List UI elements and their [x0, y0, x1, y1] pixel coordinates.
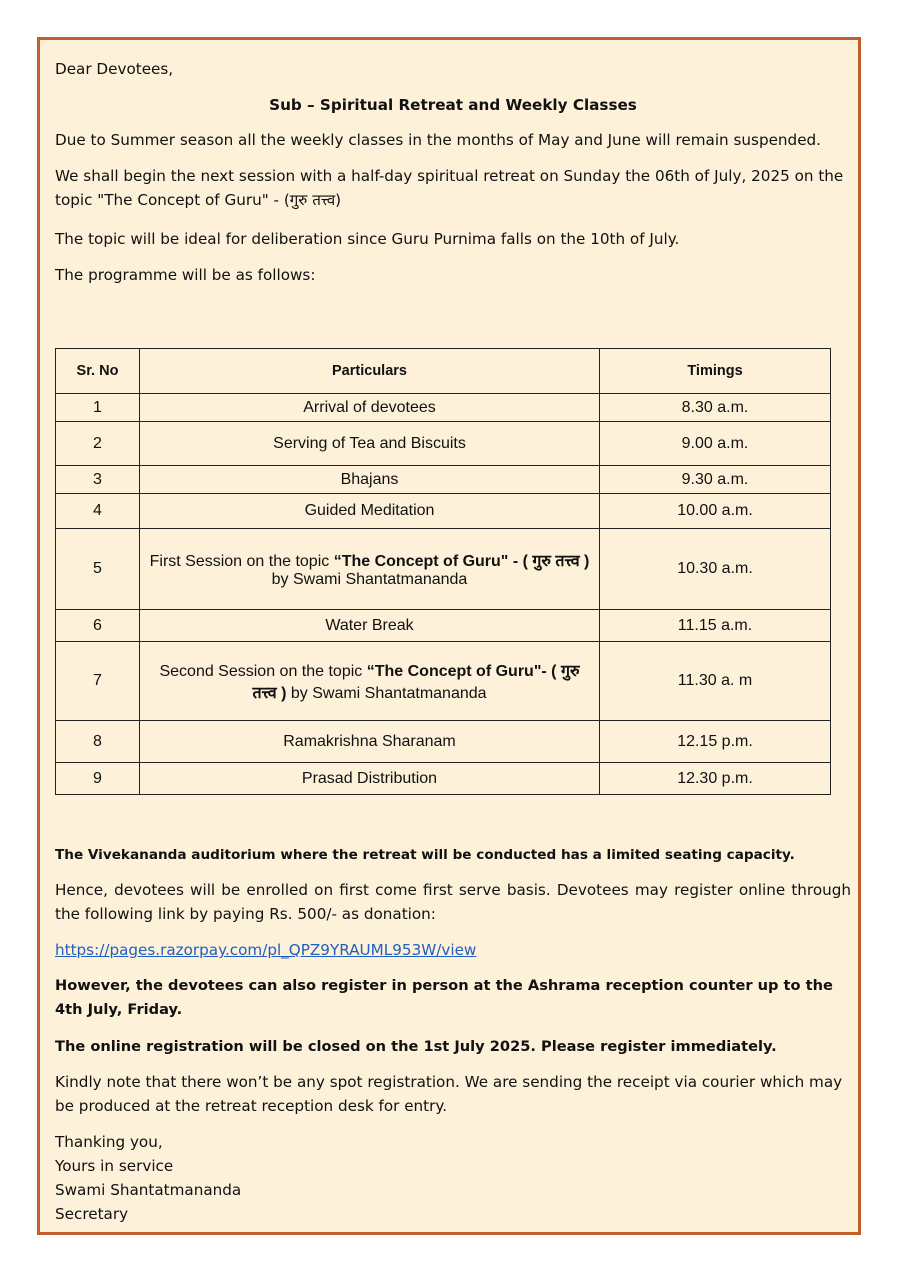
table-row — [56, 610, 831, 642]
paragraph-programme-intro: The programme will be as follows: — [55, 266, 316, 284]
paragraph-deadline: The online registration will be closed on the 1st July 2025. Please register immediately. — [55, 1038, 777, 1055]
signatory-name: Swami Shantatmananda — [55, 1181, 242, 1199]
signature-block — [55, 1130, 241, 1226]
cell-sr: 4 — [56, 494, 140, 529]
table-row — [56, 721, 831, 763]
programme-table — [55, 348, 831, 795]
seating-notice: The Vivekananda auditorium where the retreat will be conducted has a limited seating capacity. — [55, 847, 795, 863]
session-prefix: Second Session on the topic — [159, 663, 367, 680]
header-timings: Timings — [600, 349, 831, 394]
header-sr-no: Sr. No — [56, 349, 140, 394]
cell-sr: 7 — [56, 642, 140, 721]
paragraph-guru-purnima: The topic will be ideal for deliberation since Guru Purnima falls on the 10th of July. — [55, 230, 680, 248]
paragraph-retreat-date: We shall begin the next session with a half-day spiritual retreat on Sunday the 06th of July, 2025 on the topic "The Concept of Guru" - (गुरु तत्त्व) — [55, 167, 844, 209]
cell-timing: 11.30 a. m — [600, 642, 831, 721]
cell-sr: 6 — [56, 610, 140, 642]
cell-timing: 11.15 a.m. — [600, 610, 831, 642]
paragraph-registration: Hence, devotees will be enrolled on first come first serve basis. Devotees may register online through the following link by paying Rs. 500/- as donation: — [55, 881, 851, 923]
paragraph-in-person: However, the devotees can also register in person at the Ashrama reception counter up to the 4th July, Friday. — [55, 977, 833, 1018]
session-prefix: First Session on the topic — [149, 553, 334, 570]
paragraph-spot-registration: Kindly note that there won’t be any spot registration. We are sending the receipt via courier which may be produced at the retreat reception desk for entry. — [55, 1073, 843, 1115]
cell-particulars: Guided Meditation — [140, 494, 600, 529]
table-header-row — [56, 349, 831, 394]
cell-sr: 8 — [56, 721, 140, 763]
cell-timing: 10.30 a.m. — [600, 529, 831, 610]
closing-yours: Yours in service — [55, 1157, 174, 1175]
letter-page — [37, 37, 861, 1235]
cell-particulars: Prasad Distribution — [140, 763, 600, 795]
registration-link-line — [55, 938, 851, 962]
session-speaker: by Swami Shantatmananda — [286, 685, 487, 702]
paragraph-suspension: Due to Summer season all the weekly classes in the months of May and June will remain suspended. — [55, 131, 822, 149]
cell-particulars: Ramakrishna Sharanam — [140, 721, 600, 763]
cell-particulars: Serving of Tea and Biscuits — [140, 422, 600, 466]
cell-sr: 2 — [56, 422, 140, 466]
cell-timing: 12.30 p.m. — [600, 763, 831, 795]
session-topic: “The Concept of Guru"- ( गुरु तत्त्व ) — [252, 663, 580, 702]
cell-particulars: Water Break — [140, 610, 600, 642]
cell-timing: 12.15 p.m. — [600, 721, 831, 763]
registration-link[interactable]: https://pages.razorpay.com/pl_QPZ9YRAUML953W/view — [55, 941, 477, 959]
table-row — [56, 642, 831, 721]
greeting: Dear Devotees, — [55, 60, 174, 78]
cell-particulars — [140, 529, 600, 610]
header-particulars: Particulars — [140, 349, 600, 394]
cell-sr: 1 — [56, 394, 140, 422]
table-row — [56, 494, 831, 529]
table-row — [56, 466, 831, 494]
table-row — [56, 422, 831, 466]
cell-timing: 9.00 a.m. — [600, 422, 831, 466]
signatory-title: Secretary — [55, 1205, 129, 1223]
table-row — [56, 763, 831, 795]
closing-thanks: Thanking you, — [55, 1133, 163, 1151]
cell-sr: 3 — [56, 466, 140, 494]
cell-particulars: Arrival of devotees — [140, 394, 600, 422]
cell-timing: 10.00 a.m. — [600, 494, 831, 529]
cell-sr: 5 — [56, 529, 140, 610]
session-speaker: by Swami Shantatmananda — [271, 571, 468, 588]
cell-timing: 9.30 a.m. — [600, 466, 831, 494]
subject-line: Sub – Spiritual Retreat and Weekly Classes — [269, 96, 637, 114]
cell-timing: 8.30 a.m. — [600, 394, 831, 422]
table-row — [56, 394, 831, 422]
cell-sr: 9 — [56, 763, 140, 795]
table-row — [56, 529, 831, 610]
cell-particulars: Bhajans — [140, 466, 600, 494]
cell-particulars — [140, 642, 600, 721]
session-topic: “The Concept of Guru" - ( गुरु तत्त्व ) — [333, 553, 590, 570]
